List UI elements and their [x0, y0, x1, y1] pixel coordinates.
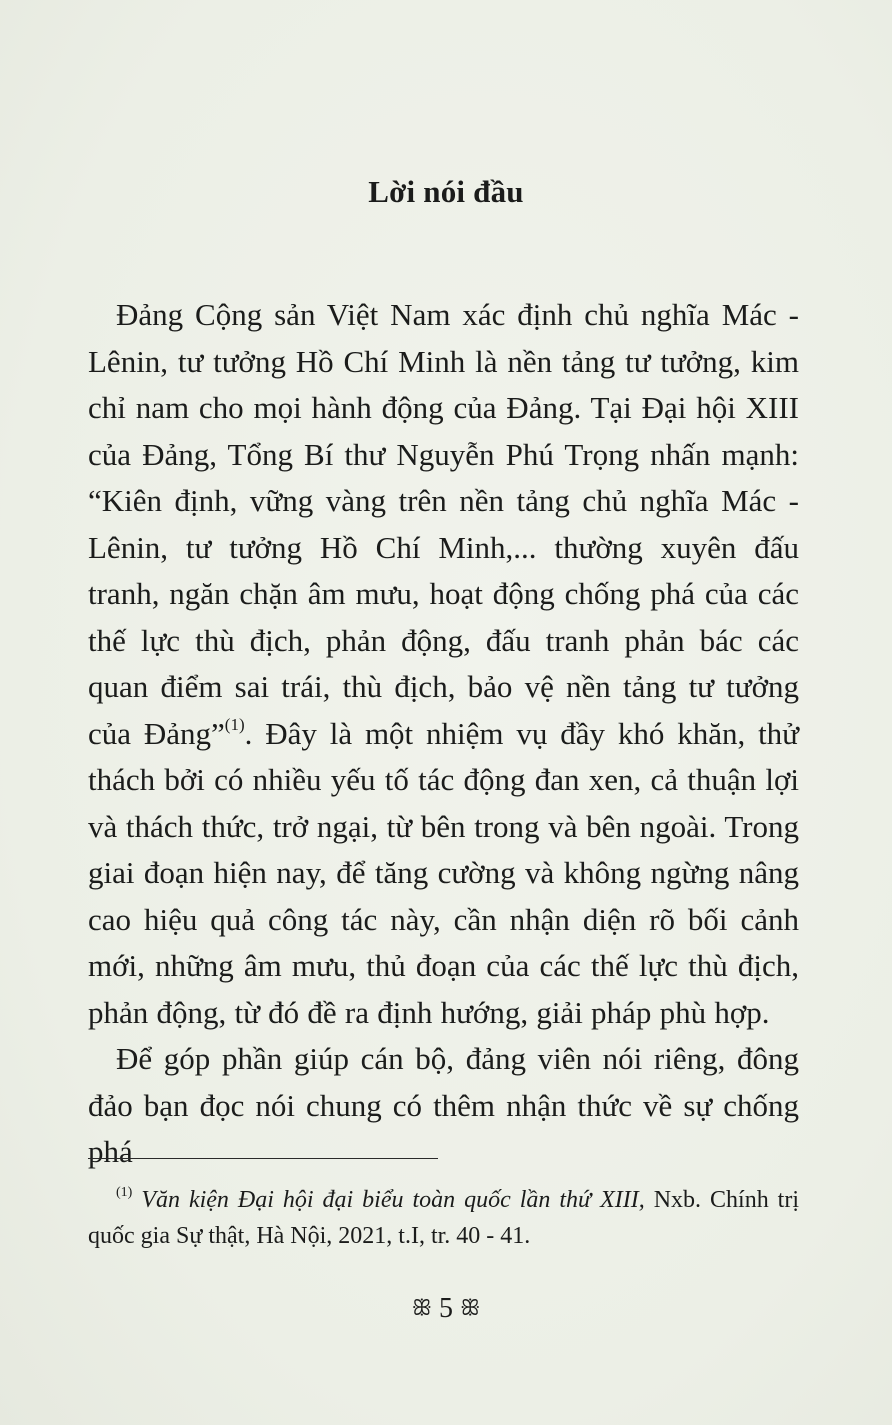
footnote-reference: (1): [224, 715, 245, 735]
page-title: Lời nói đầu: [368, 174, 524, 209]
paragraph-1-text: Đảng Cộng sản Việt Nam xác định chủ nghĩa Mác - Lênin, tư tưởng Hồ Chí Minh là nền tảng tư tưởng, kim chỉ nam cho mọi hành động của Đảng. Tại Đại hội XIII của Đảng, Tổng Bí thư Nguyễn Phú Trọng nhấn mạnh: “Kiên định, vững vàng trên nền tảng chủ nghĩa Mác - Lênin, tư tưởng Hồ Chí Minh,... thường xuyên đấu tranh, ngăn chặn âm mưu, hoạt động chống phá của các thế lực thù địch, phản động, đấu tranh phản bác các quan điểm sai trái, thù địch, bảo vệ nền tảng tư tưởng của Đảng”: [88, 297, 799, 751]
page-number-line: [0, 1291, 892, 1329]
paragraph-1: [88, 292, 799, 1036]
footnote-marker: (1): [116, 1185, 133, 1200]
footnote-source-details: Nxb. Chính trị quốc gia Sự thật, Hà Nội, 2021, t.I, tr. 40 - 41.: [88, 1187, 800, 1249]
ornament-right-icon: ꕥ: [460, 1296, 481, 1321]
paragraph-2: Để góp phần giúp cán bộ, đảng viên nói riêng, đông đảo bạn đọc nói chung có thêm nhận thức về sự chống phá: [88, 1041, 799, 1169]
paragraph-1-continued: . Đây là một nhiệm vụ đầy khó khăn, thử thách bởi có nhiều yếu tố tác động đan xen, cả thuận lợi và thách thức, trở ngại, từ bên trong và bên ngoài. Trong giai đoạn hiện nay, để tăng cường và không ngừng nâng cao hiệu quả công tác này, cần nhận diện rõ bối cảnh mới, những âm mưu, thủ đoạn của các thế lực thù địch, phản động, từ đó đề ra định hướng, giải pháp phù hợp.: [88, 715, 799, 1030]
body-text: [88, 292, 799, 1176]
ornament-left-icon: ꕥ: [411, 1296, 432, 1321]
page-number: 5: [439, 1293, 453, 1324]
footnote: [88, 1182, 799, 1254]
footnote-source-title: Văn kiện Đại hội đại biểu toàn quốc lần thứ XIII,: [141, 1187, 645, 1213]
footnote-divider: [88, 1158, 438, 1159]
